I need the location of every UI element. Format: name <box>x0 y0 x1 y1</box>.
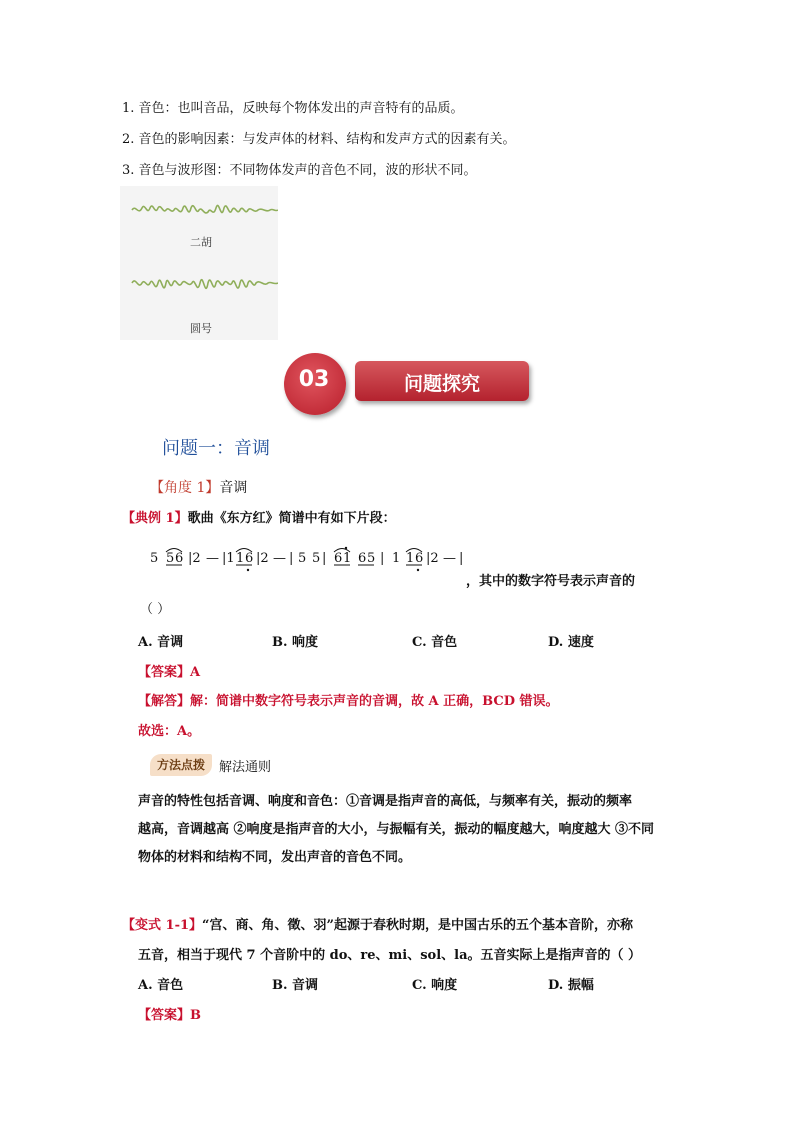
answer-tag: 【答案】 <box>138 665 191 680</box>
section-title: 问题探究 <box>403 373 480 395</box>
svg-text:—: — <box>273 551 286 566</box>
svg-text:1: 1 <box>343 551 352 566</box>
analysis-tag: 【解答】 <box>138 694 191 709</box>
svg-text:|1: |1 <box>222 551 235 566</box>
music-score-graphic <box>148 542 468 578</box>
intro-item-1: 1. 音色：也叫音品，反映每个物体发出的声音特有的品质。 <box>122 101 464 116</box>
svg-text:6: 6 <box>358 551 367 566</box>
method-word: 解法通则 <box>219 760 272 775</box>
intro-item-3: 3. 音色与波形图：不同物体发声的音色不同，波的形状不同。 <box>122 163 477 178</box>
question-title: 问题一：音调 <box>162 438 270 459</box>
horn-label: 圆号 <box>190 322 212 335</box>
method-tag: 方法点拨 <box>150 754 212 776</box>
svg-text:|: | <box>289 551 294 566</box>
variant-option-a: A. 音色 <box>138 978 184 993</box>
angle-label: 角度 1 <box>164 480 206 496</box>
svg-text:5: 5 <box>166 551 175 566</box>
waveform-figure <box>120 186 278 340</box>
svg-text:|2: |2 <box>256 551 269 566</box>
section-number: 03 <box>298 367 330 392</box>
example-option-a: A. 音调 <box>138 635 184 650</box>
method-line-1: 声音的特性包括音调、响度和音色：①音调是指声音的高低，与频率有关，振动的频率 <box>138 794 633 809</box>
example-tag: 【典例 1】 <box>122 511 188 526</box>
svg-text:|: | <box>322 551 327 566</box>
variant-option-c: C. 响度 <box>412 978 458 993</box>
svg-text:5: 5 <box>298 551 307 566</box>
example-paren: （ ） <box>140 602 171 617</box>
svg-text:6: 6 <box>245 551 254 566</box>
svg-text:—: — <box>206 551 219 566</box>
variant-tag: 【变式 1-1】 <box>122 918 203 933</box>
method-paragraph <box>138 788 678 872</box>
variant-option-d: D. 振幅 <box>548 978 594 993</box>
waveform-graphic <box>120 186 278 340</box>
svg-text:|2: |2 <box>188 551 201 566</box>
example-answer <box>138 661 200 680</box>
example-option-b: B. 响度 <box>272 635 319 650</box>
variant-answer-value: B <box>190 1008 202 1023</box>
angle-heading <box>150 477 247 497</box>
intro-item-2: 2. 音色的影响因素：与发声体的材料、结构和发声方式的因素有关。 <box>122 132 516 147</box>
variant-line-2: 五音，相当于现代 7 个音阶中的 do、re、mi、sol、la。五音实际上是指声音的（ ） <box>138 948 642 963</box>
method-line-2: 越高，音调越高 ②响度是指声音的大小，与振幅有关，振动的幅度越大，响度越大 ③不同 <box>138 822 655 837</box>
variant-text-1: “宫、商、角、徵、羽”起源于春秋时期，是中国古乐的五个基本音阶，亦称 <box>202 918 633 933</box>
erhu-waveform <box>132 205 278 212</box>
variant-answer <box>138 1004 201 1023</box>
svg-text:1: 1 <box>236 551 245 566</box>
svg-text:|: | <box>380 551 385 566</box>
answer-value: A <box>190 665 201 680</box>
horn-waveform <box>132 280 278 289</box>
example-tail: ，其中的数字符号表示声音的 <box>466 574 636 589</box>
svg-text:5: 5 <box>312 551 321 566</box>
variant-option-b: B. 音调 <box>272 978 319 993</box>
example-option-d: D. 速度 <box>548 635 594 650</box>
method-line-3: 物体的材料和结构不同，发出声音的音色不同。 <box>138 850 412 865</box>
svg-text:5: 5 <box>367 551 376 566</box>
example-intro: 歌曲《东方红》简谱中有如下片段： <box>187 511 396 526</box>
example-option-c: C. 音色 <box>412 635 458 650</box>
svg-text:1: 1 <box>392 551 401 566</box>
svg-text:|2: |2 <box>426 551 439 566</box>
example-line <box>122 507 396 526</box>
svg-text:5: 5 <box>150 551 159 566</box>
angle-bracket-close: 】 <box>205 480 220 496</box>
analysis-text: 解：简谱中数字符号表示声音的音调，故 A 正确，BCD 错误。 <box>190 694 559 709</box>
angle-bracket-open: 【 <box>150 480 164 496</box>
svg-text:1: 1 <box>406 551 415 566</box>
svg-text:6: 6 <box>334 551 343 566</box>
variant-answer-tag: 【答案】 <box>138 1008 191 1023</box>
variant-line-1 <box>122 914 633 933</box>
example-analysis <box>138 690 559 709</box>
example-conclusion: 故选：A。 <box>138 724 201 739</box>
erhu-label: 二胡 <box>190 236 212 249</box>
svg-text:—: — <box>443 551 456 566</box>
svg-text:|: | <box>459 551 464 566</box>
angle-text: 音调 <box>219 480 248 496</box>
svg-text:6: 6 <box>175 551 184 566</box>
svg-text:6: 6 <box>415 551 424 566</box>
